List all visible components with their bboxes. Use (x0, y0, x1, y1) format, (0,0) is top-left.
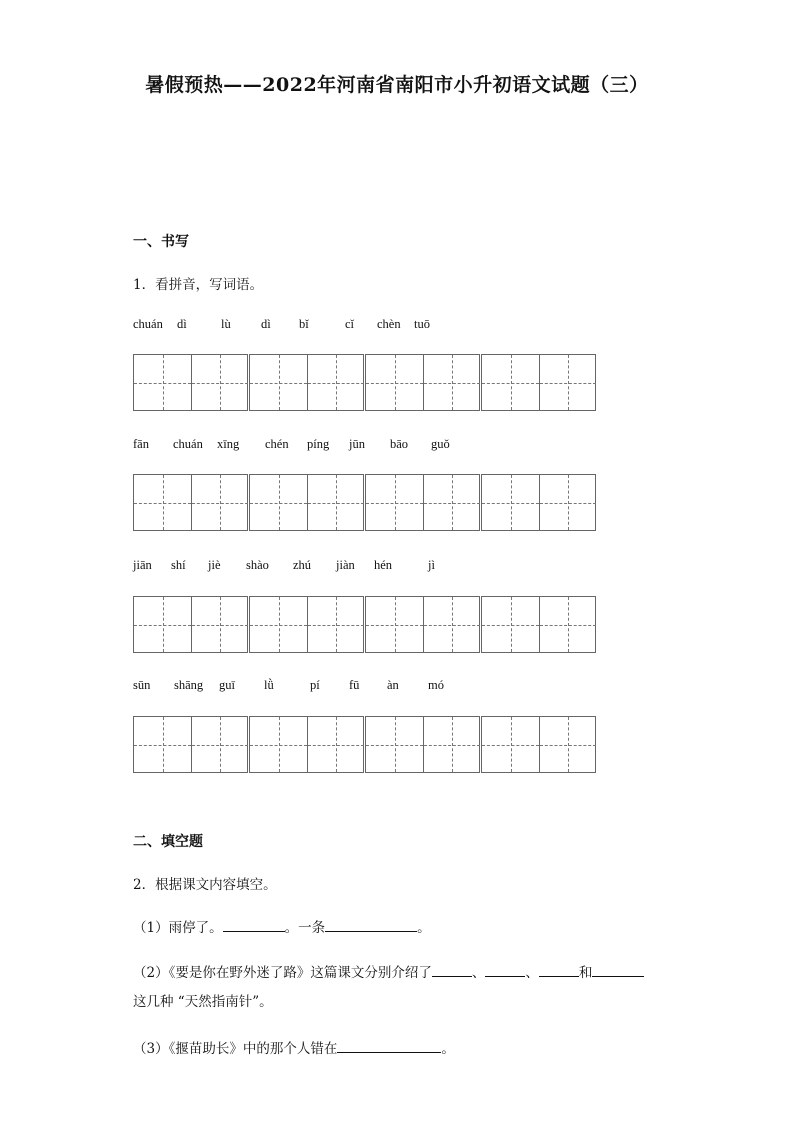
section-heading-fill-blank: 二、填空题 (133, 834, 203, 850)
pinyin: guǒ (431, 437, 450, 451)
pinyin: jiè (208, 558, 221, 572)
pinyin: jūn (349, 437, 365, 451)
separator: 和 (578, 965, 593, 981)
answer-blank[interactable] (432, 962, 472, 977)
q1-text-a: （1）雨停了。 (133, 920, 223, 936)
pinyin: tuō (414, 317, 430, 331)
word-box[interactable] (481, 474, 596, 531)
question-2-part-2-cont: 这几种 “天然指南针”。 (133, 994, 273, 1010)
pinyin: bǐ (299, 317, 309, 331)
pinyin: chèn (377, 317, 401, 331)
pinyin: fān (133, 437, 149, 451)
pinyin: fū (349, 678, 360, 692)
word-box[interactable] (249, 596, 364, 653)
answer-blank[interactable] (539, 962, 579, 977)
pinyin: zhú (293, 558, 312, 572)
answer-blank[interactable] (223, 917, 285, 932)
page-title: 暑假预热——2022年河南省南阳市小升初语文试题（三） (145, 74, 649, 96)
word-box[interactable] (249, 474, 364, 531)
pinyin: xīng (217, 437, 240, 451)
pinyin: lǜ (264, 678, 274, 692)
q3-text-a: （3）《揠苗助长》中的那个人错在 (133, 1041, 338, 1057)
pinyin: lù (221, 317, 231, 331)
separator: 、 (525, 965, 539, 981)
question-1-prompt: 1．看拼音，写词语。 (133, 277, 264, 293)
pinyin: jì (428, 558, 435, 572)
q3-text-b: 。 (441, 1041, 455, 1057)
q2-text-a: （2）《要是你在野外迷了路》这篇课文分别介绍了 (133, 965, 432, 981)
pinyin: sūn (133, 678, 151, 692)
word-box[interactable] (481, 354, 596, 411)
answer-blank[interactable] (325, 917, 417, 932)
q1-text-c: 。 (417, 920, 431, 936)
pinyin: shāng (174, 678, 204, 692)
pinyin: dì (177, 317, 187, 331)
word-box[interactable] (133, 596, 248, 653)
pinyin: shào (246, 558, 269, 572)
word-box[interactable] (481, 716, 596, 773)
answer-blank[interactable] (485, 962, 525, 977)
word-box[interactable] (365, 716, 480, 773)
pinyin: pí (310, 678, 320, 692)
pinyin: bāo (390, 437, 409, 451)
section-heading-writing: 一、书写 (133, 234, 189, 250)
pinyin: chén (265, 437, 289, 451)
question-2-part-2 (133, 961, 644, 981)
word-box[interactable] (133, 716, 248, 773)
pinyin: jiàn (336, 558, 355, 572)
pinyin: jiān (133, 558, 152, 572)
pinyin: àn (387, 678, 399, 692)
question-2-prompt: 2．根据课文内容填空。 (133, 877, 277, 893)
pinyin: shí (171, 558, 186, 572)
pinyin-row-3 (133, 558, 733, 574)
pinyin: píng (307, 437, 330, 451)
word-box[interactable] (365, 596, 480, 653)
question-2-part-3 (133, 1037, 455, 1057)
pinyin: guī (219, 678, 235, 692)
pinyin-row-2 (133, 437, 733, 453)
pinyin-row-1 (133, 317, 733, 333)
pinyin-row-4 (133, 678, 733, 694)
separator: 、 (471, 965, 486, 981)
word-box[interactable] (481, 596, 596, 653)
word-box[interactable] (365, 354, 480, 411)
pinyin: chuán (133, 317, 163, 331)
pinyin: dì (261, 317, 271, 331)
word-box[interactable] (249, 354, 364, 411)
pinyin: mó (428, 678, 444, 692)
pinyin: chuán (173, 437, 203, 451)
word-box[interactable] (249, 716, 364, 773)
pinyin: cǐ (345, 317, 355, 331)
word-box[interactable] (133, 354, 248, 411)
answer-blank[interactable] (337, 1038, 441, 1053)
answer-blank[interactable] (592, 962, 644, 977)
word-box[interactable] (365, 474, 480, 531)
word-box[interactable] (133, 474, 248, 531)
question-2-part-1 (133, 916, 431, 936)
q1-text-b: 。一条 (284, 920, 326, 936)
pinyin: hén (374, 558, 393, 572)
